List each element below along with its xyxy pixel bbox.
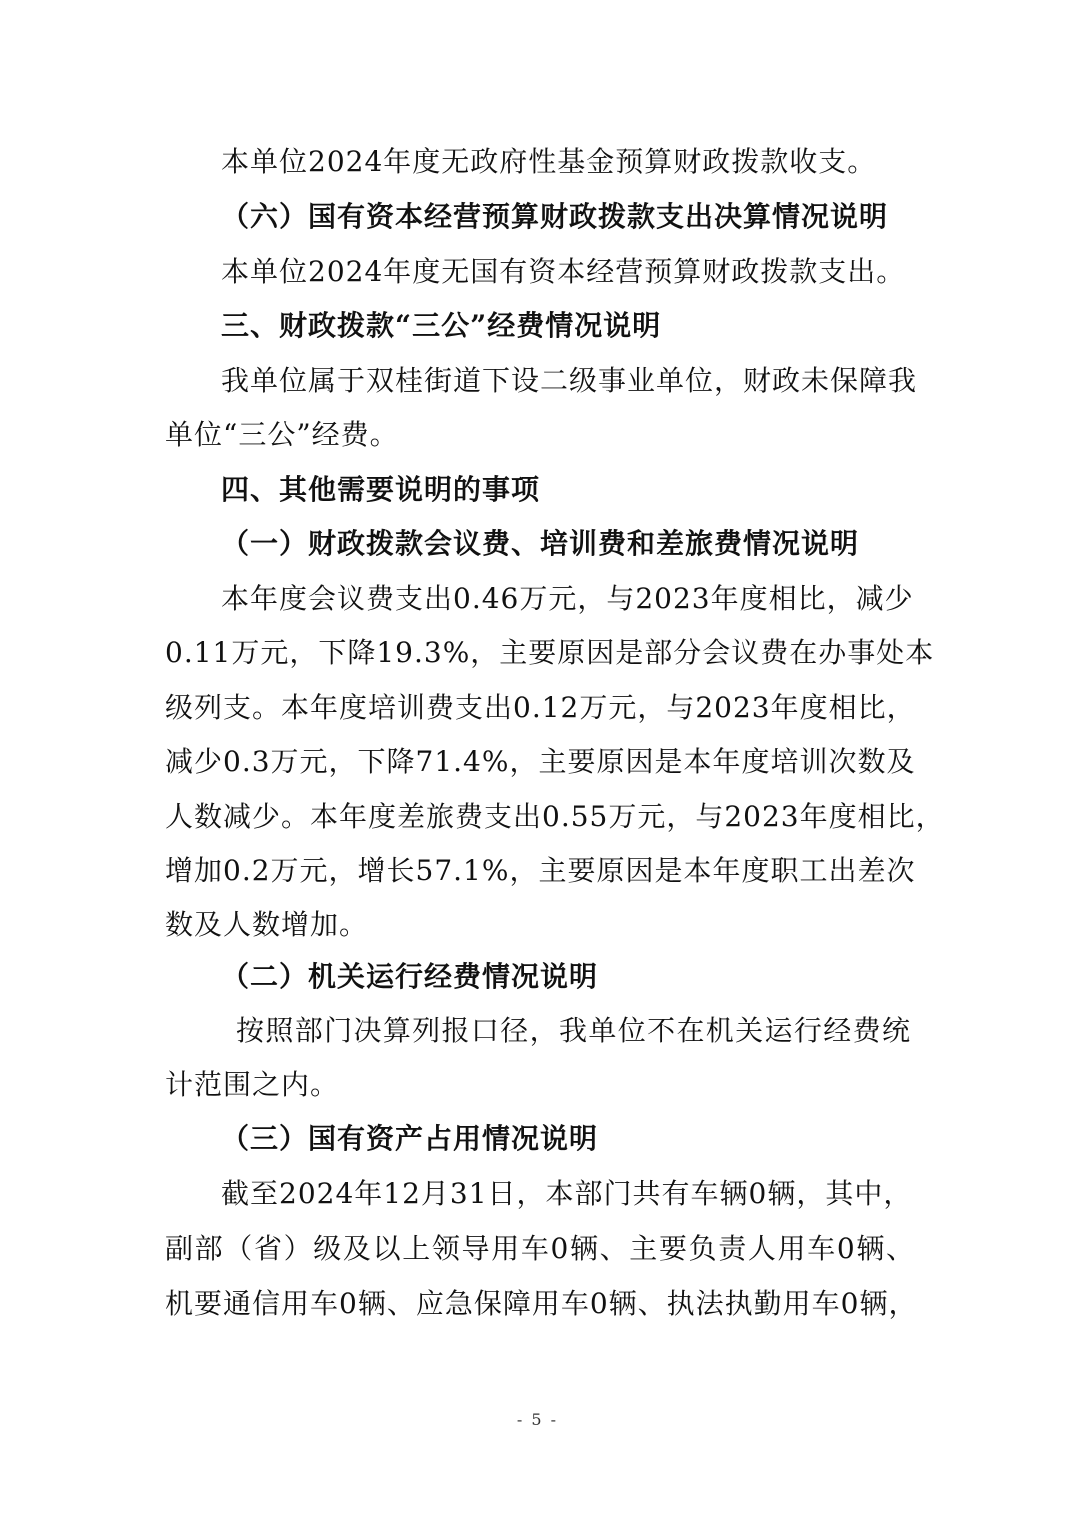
heading-three-public: 三、财政拨款“三公”经费情况说明 (221, 309, 662, 342)
paragraph-operating-funds-line-2: 计范围之内。 (165, 1068, 340, 1101)
heading-operating-funds: （二）机关运行经费情况说明 (221, 960, 599, 993)
paragraph-expenses-line-5: 人数减少。本年度差旅费支出0.55万元，与2023年度相比， (165, 800, 945, 833)
paragraph-three-public-line-1: 我单位属于双桂街道下设二级事业单位，财政未保障我 (221, 364, 918, 397)
paragraph-three-public-line-2: 单位“三公”经费。 (165, 418, 399, 451)
heading-meeting-training-travel: （一）财政拨款会议费、培训费和差旅费情况说明 (221, 527, 860, 560)
page-number: - 5 - (516, 1410, 559, 1429)
paragraph-operating-funds-line-1: 按照部门决算列报口径，我单位不在机关运行经费统 (236, 1014, 911, 1047)
heading-state-assets: （三）国有资产占用情况说明 (221, 1122, 599, 1155)
heading-other-matters: 四、其他需要说明的事项 (221, 473, 541, 506)
paragraph-expenses-line-4: 减少0.3万元，下降71.4%，主要原因是本年度培训次数及 (165, 745, 916, 778)
paragraph-expenses-line-3: 级列支。本年度培训费支出0.12万元，与2023年度相比， (165, 691, 916, 724)
paragraph-expenses-line-2: 0.11万元，下降19.3%，主要原因是部分会议费在办事处本 (165, 636, 935, 669)
heading-state-capital: （六）国有资本经营预算财政拨款支出决算情况说明 (221, 200, 889, 233)
paragraph-state-capital: 本单位2024年度无国有资本经营预算财政拨款支出。 (221, 255, 906, 288)
paragraph-expenses-line-6: 增加0.2万元，增长57.1%，主要原因是本年度职工出差次 (165, 854, 916, 887)
paragraph-expenses-line-7: 数及人数增加。 (165, 908, 369, 941)
paragraph-expenses-line-1: 本年度会议费支出0.46万元，与2023年度相比，减少 (221, 582, 914, 615)
paragraph-assets-line-1: 截至2024年12月31日，本部门共有车辆0辆，其中， (221, 1177, 913, 1210)
paragraph-assets-line-3: 机要通信用车0辆、应急保障用车0辆、执法执勤用车0辆， (165, 1287, 918, 1320)
paragraph-assets-line-2: 副部（省）级及以上领导用车0辆、主要负责人用车0辆、 (165, 1232, 915, 1265)
paragraph-gov-fund: 本单位2024年度无政府性基金预算财政拨款收支。 (221, 145, 877, 178)
